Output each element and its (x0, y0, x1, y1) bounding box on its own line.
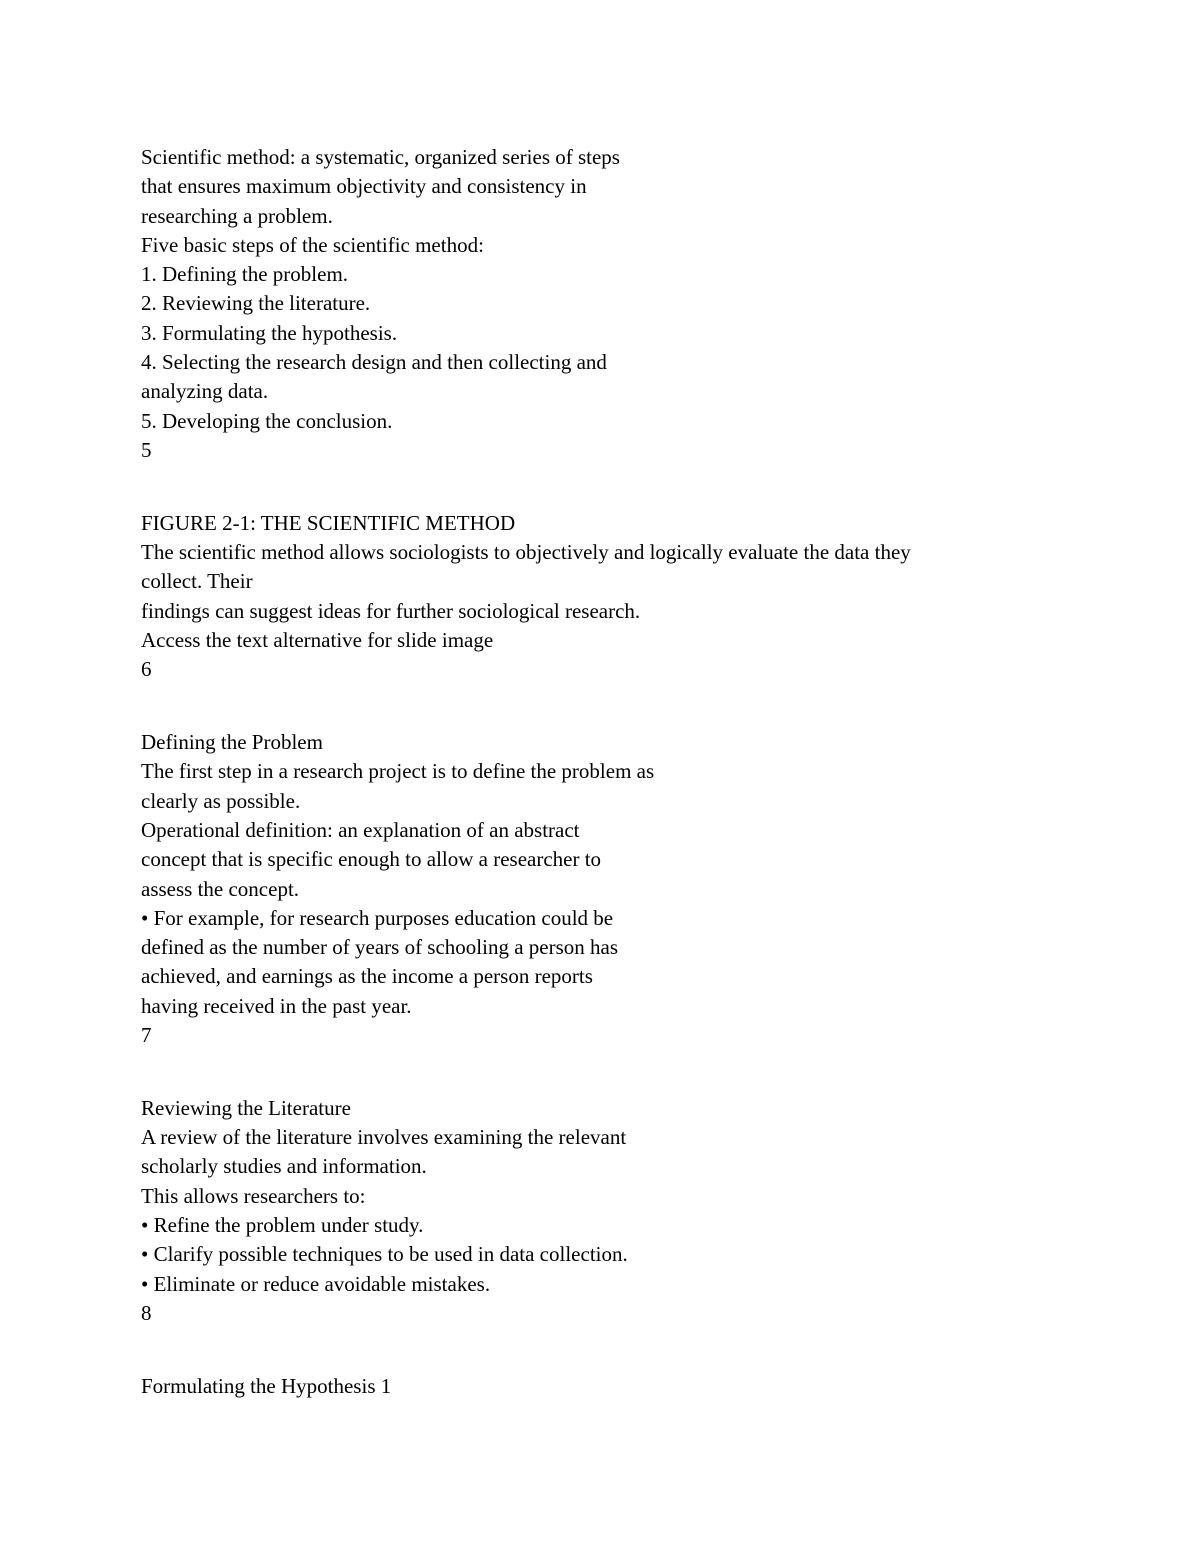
slide-number: 8 (141, 1300, 152, 1325)
list-item: 3. Formulating the hypothesis. (141, 320, 398, 345)
section-defining-the-problem (141, 728, 1141, 1050)
section-formulating-the-hypothesis (141, 1372, 1141, 1401)
bullet-item-continuation: defined as the number of years of schooling a person has (141, 935, 619, 960)
bullet-item: • Refine the problem under study. (141, 1213, 424, 1237)
list-heading: Five basic steps of the scientific method: (141, 232, 484, 257)
text-line: concept that is specific enough to allow a researcher to (141, 847, 602, 872)
section-gap (141, 1328, 1141, 1372)
bullet-item: • Clarify possible techniques to be used in data collection. (141, 1242, 628, 1267)
bullet-item: • For example, for research purposes education could be (141, 905, 614, 930)
section-scientific-method (141, 143, 1141, 465)
text-line: A review of the literature involves examining the relevant (141, 1125, 627, 1150)
section-heading: FIGURE 2-1: THE SCIENTIFIC METHOD (141, 510, 516, 535)
slide-number: 6 (141, 657, 152, 682)
section-gap (141, 465, 1141, 509)
text-line: collect. Their (141, 569, 253, 594)
text-alternative-note: Access the text alternative for slide image (141, 627, 494, 652)
text-line: researching a problem. (141, 203, 333, 228)
list-item: 1. Defining the problem. (141, 262, 349, 287)
list-item: 5. Developing the conclusion. (141, 408, 393, 433)
slide-number: 5 (141, 437, 152, 462)
bullet-item: • Eliminate or reduce avoidable mistakes. (141, 1271, 491, 1296)
section-heading: Defining the Problem (141, 730, 323, 755)
text-line: The first step in a research project is to define the problem as (141, 759, 655, 784)
text-line: that ensures maximum objectivity and consistency in (141, 174, 587, 199)
text-line: findings can suggest ideas for further sociological research. (141, 598, 641, 623)
text-line: clearly as possible. (141, 788, 301, 813)
text-line: This allows researchers to: (141, 1183, 366, 1208)
slide-number: 7 (141, 1023, 152, 1048)
document-body (141, 143, 1141, 1401)
section-reviewing-the-literature (141, 1094, 1141, 1328)
section-gap (141, 685, 1141, 729)
bullet-item-continuation: having received in the past year. (141, 993, 412, 1018)
text-line: Operational definition: an explanation of an abstract (141, 817, 580, 842)
section-heading: Formulating the Hypothesis 1 (141, 1373, 392, 1398)
section-heading: Reviewing the Literature (141, 1095, 351, 1120)
section-gap (141, 1050, 1141, 1094)
section-figure-2-1 (141, 509, 1141, 685)
list-item-continuation: analyzing data. (141, 379, 269, 404)
list-item: 2. Reviewing the literature. (141, 291, 371, 316)
bullet-item-continuation: achieved, and earnings as the income a person reports (141, 964, 593, 989)
text-line: scholarly studies and information. (141, 1154, 427, 1179)
list-item: 4. Selecting the research design and then collecting and (141, 350, 607, 375)
text-line: assess the concept. (141, 876, 300, 901)
text-line: The scientific method allows sociologists to objectively and logically evaluate the data they (141, 540, 911, 565)
text-line: Scientific method: a systematic, organized series of steps (141, 145, 620, 169)
